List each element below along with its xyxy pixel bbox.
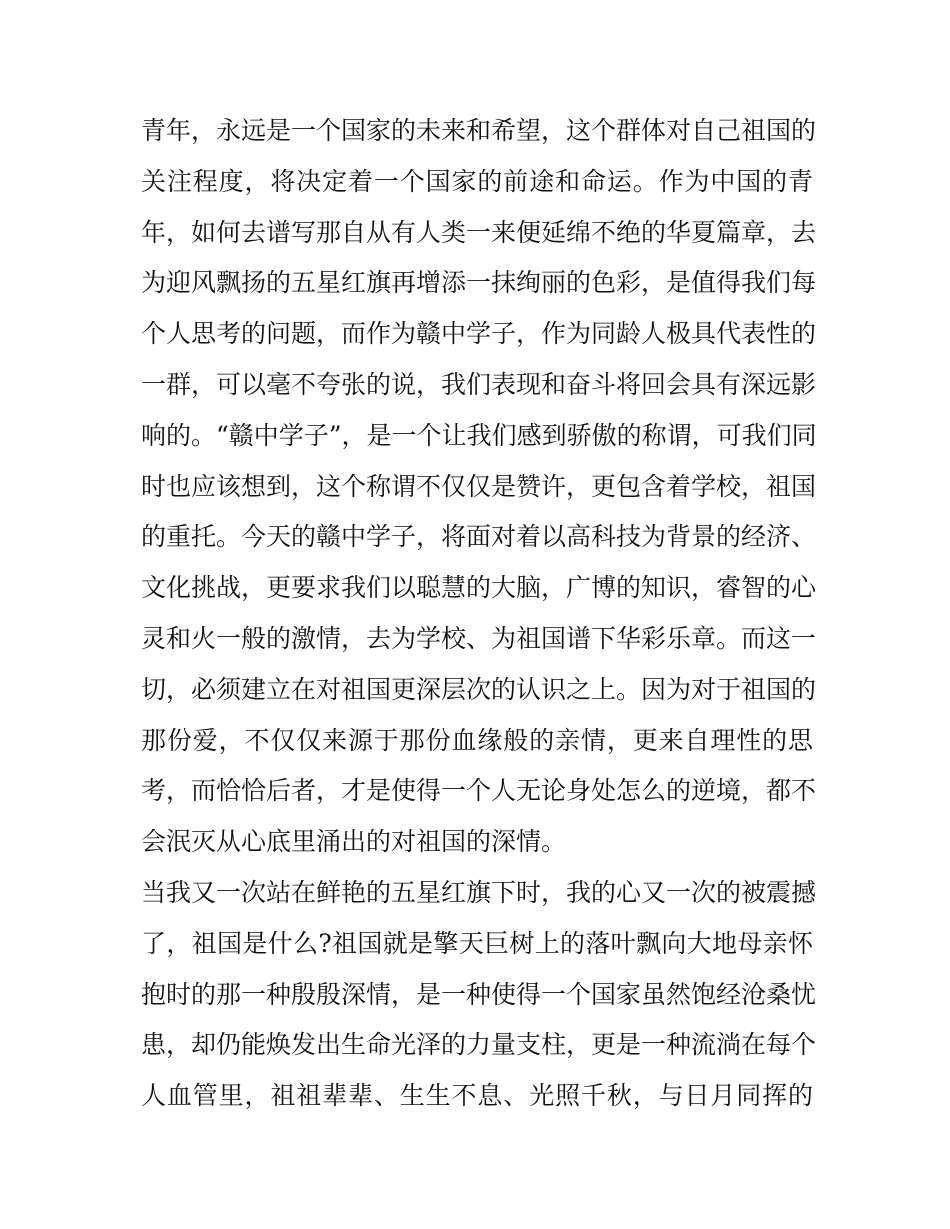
text-line: 一群，可以毫不夸张的说，我们表现和奋斗将回会具有深远影 xyxy=(141,369,817,399)
text-line: 当我又一次站在鲜艳的五星红旗下时，我的心又一次的被震撼 xyxy=(141,877,817,907)
text-line: 了，祖国是什么?祖国就是擎天巨树上的落叶飘向大地母亲怀 xyxy=(141,928,813,958)
text-line: 切，必须建立在对祖国更深层次的认识之上。因为对于祖国的 xyxy=(141,674,817,704)
text-line: 那份爱，不仅仅来源于那份血缘般的亲情，更来自理性的思 xyxy=(141,725,813,755)
text-line: 年，如何去谱写那自从有人类一来便延绵不绝的华夏篇章，去 xyxy=(141,217,817,247)
text-line: 的重托。今天的赣中学子，将面对着以高科技为背景的经济、 xyxy=(141,522,817,552)
text-line: 关注程度，将决定着一个国家的前途和命运。作为中国的青 xyxy=(141,166,813,196)
text-line: 响的。“赣中学子”，是一个让我们感到骄傲的称谓，可我们同 xyxy=(141,420,817,450)
text-line: 个人思考的问题，而作为赣中学子，作为同龄人极具代表性的 xyxy=(141,319,817,349)
document-body xyxy=(141,106,817,1122)
text-line: 考，而恰恰后者，才是使得一个人无论身处怎么的逆境，都不 xyxy=(141,776,817,806)
text-line: 青年，永远是一个国家的未来和希望，这个群体对自己祖国的 xyxy=(141,116,817,145)
paragraph-1 xyxy=(141,106,817,868)
text-line: 患，却仍能焕发出生命光泽的力量支柱，更是一种流淌在每个 xyxy=(141,1030,817,1060)
text-line: 文化挑战，更要求我们以聪慧的大脑，广博的知识，睿智的心 xyxy=(141,573,817,603)
paragraph-2 xyxy=(141,868,817,1122)
text-line-last: 会泯灭从心底里涌出的对祖国的深情。 xyxy=(141,827,567,857)
text-line: 人血管里，祖祖辈辈、生生不息、光照千秋，与日月同挥的 xyxy=(141,1081,813,1111)
text-line: 灵和火一般的激情，去为学校、为祖国谱下华彩乐章。而这一 xyxy=(141,623,817,653)
text-line: 为迎风飘扬的五星红旗再增添一抹绚丽的色彩，是值得我们每 xyxy=(141,268,817,298)
text-line: 时也应该想到，这个称谓不仅仅是赞许，更包含着学校，祖国 xyxy=(141,471,817,501)
text-line: 抱时的那一种殷殷深情，是一种使得一个国家虽然饱经沧桑忧 xyxy=(141,979,817,1009)
